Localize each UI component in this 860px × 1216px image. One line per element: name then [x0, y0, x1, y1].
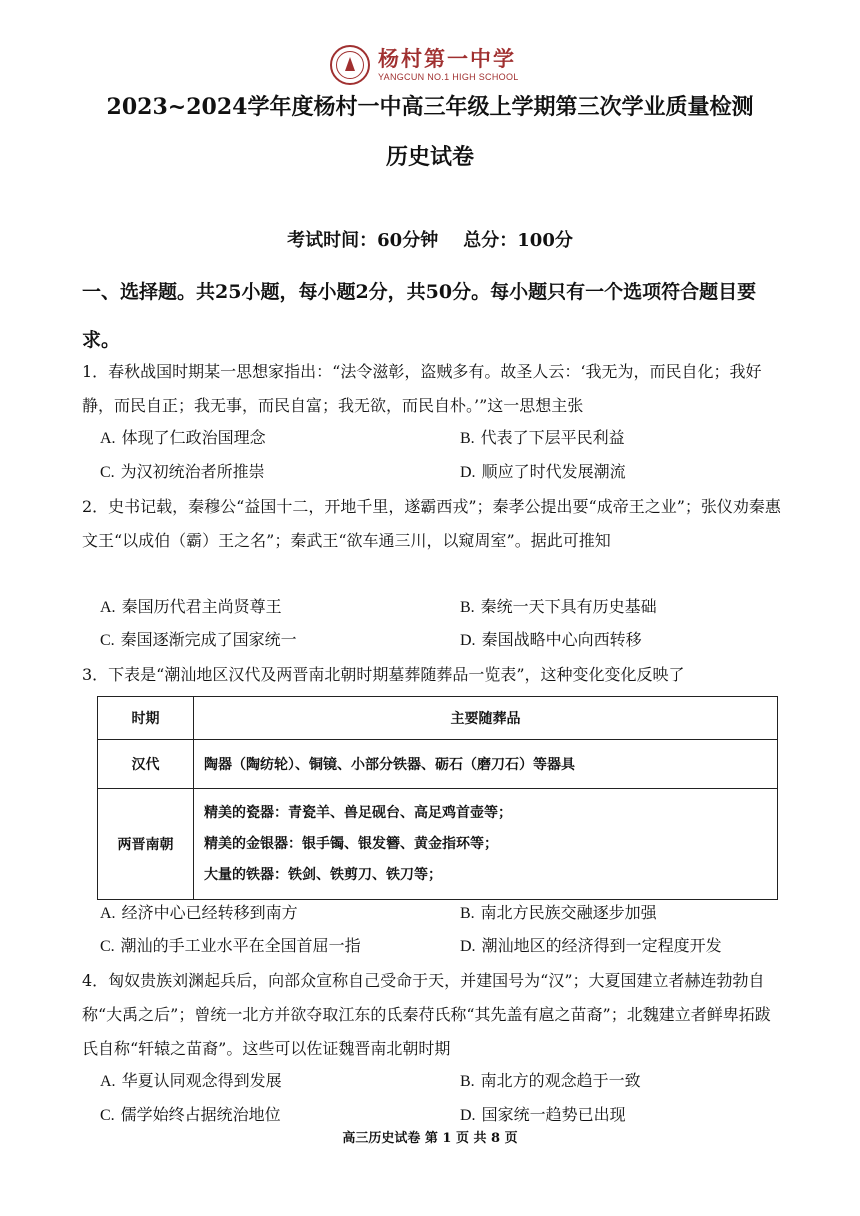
logo-chinese-name: 杨村第一中学 [378, 46, 516, 71]
table-row [98, 789, 778, 900]
question-4-option-a: A. 华夏认同观念得到发展 [100, 1071, 282, 1090]
exam-title: 2023~2024学年度杨村一中高三年级上学期第三次学业质量检测 [106, 94, 754, 120]
section-heading: 一、选择题。共25小题，每小题2分，共50分。每小题只有一个选项符合题目要求。 [82, 281, 757, 351]
question-3-option-b: B. 南北方民族交融逐步加强 [460, 903, 657, 922]
question-3-stem: 3．下表是“潮汕地区汉代及两晋南北朝时期墓葬随葬品一览表”，这种变化变化反映了 [82, 665, 685, 684]
goods-line: 精美的瓷器：青瓷羊、兽足砚台、高足鸡首壶等； [204, 804, 512, 821]
burial-goods-table [97, 696, 778, 900]
question-4-option-c: C. 儒学始终占据统治地位 [100, 1105, 281, 1124]
table-header-goods: 主要随葬品 [194, 697, 778, 740]
exam-info: 考试时间：60分钟 总分：100分 [287, 230, 573, 251]
question-3-option-a: A. 经济中心已经转移到南方 [100, 903, 298, 922]
logo-english-name: YANGCUN NO.1 HIGH SCHOOL [378, 72, 519, 82]
question-4-option-d: D. 国家统一趋势已出现 [460, 1105, 626, 1124]
table-row [98, 740, 778, 789]
table-header-period: 时期 [98, 697, 194, 740]
school-logo [330, 40, 530, 90]
question-1-stem: 1．春秋战国时期某一思想家指出：“法令滋彰，盗贼多有。故圣人云：‘我无为，而民自化；我好静，而民自正；我无事，而民自富；我无欲，而民自朴。’”这一思想主张 [82, 362, 762, 415]
question-1-option-a: A. 体现了仁政治国理念 [100, 428, 266, 447]
question-2-stem: 2．史书记载，秦穆公“益国十二，开地千里，遂霸西戎”；秦孝公提出要“成帝王之业”；张仪劝秦惠文王“以成伯（霸）王之名”；秦武王“欲车通三川，以窥周室”。据此可推知 [82, 497, 781, 550]
question-2-option-d: D. 秦国战略中心向西转移 [460, 630, 642, 649]
goods-line: 大量的铁器：铁剑、铁剪刀、铁刀等； [204, 866, 442, 883]
question-3-option-d: D. 潮汕地区的经济得到一定程度开发 [460, 936, 722, 955]
table-cell-period: 汉代 [98, 740, 194, 789]
goods-line: 精美的金银器：银手镯、银发簪、黄金指环等； [204, 835, 498, 852]
school-seal-icon [330, 45, 370, 85]
question-2-option-b: B. 秦统一天下具有历史基础 [460, 597, 657, 616]
table-cell-goods: 陶器（陶纺轮）、铜镜、小部分铁器、砺石（磨刀石）等器具 [194, 740, 778, 789]
table-cell-period: 两晋南朝 [98, 789, 194, 900]
question-4-option-b: B. 南北方的观念趋于一致 [460, 1071, 641, 1090]
question-2-option-c: C. 秦国逐渐完成了国家统一 [100, 630, 297, 649]
page-footer: 高三历史试卷 第 1 页 共 8 页 [342, 1131, 518, 1146]
question-3-option-c: C. 潮汕的手工业水平在全国首屈一指 [100, 936, 361, 955]
question-1-option-b: B. 代表了下层平民利益 [460, 428, 625, 447]
question-1-option-c: C. 为汉初统治者所推崇 [100, 462, 265, 481]
exam-subject: 历史试卷 [385, 144, 474, 170]
table-cell-goods [194, 789, 778, 900]
question-4-stem: 4．匈奴贵族刘渊起兵后，向部众宣称自己受命于天，并建国号为“汉”；大夏国建立者赫连勃勃自称“大禹之后”；曾统一北方并欲夺取江东的氐秦苻氏称“其先盖有扈之苗裔”；北魏建立者鲜卑拓跋氏自称“轩辕之苗裔”。这些可以佐证魏晋南北朝时期 [82, 971, 771, 1058]
question-1-option-d: D. 顺应了时代发展潮流 [460, 462, 626, 481]
question-2-option-a: A. 秦国历代君主尚贤尊王 [100, 597, 282, 616]
